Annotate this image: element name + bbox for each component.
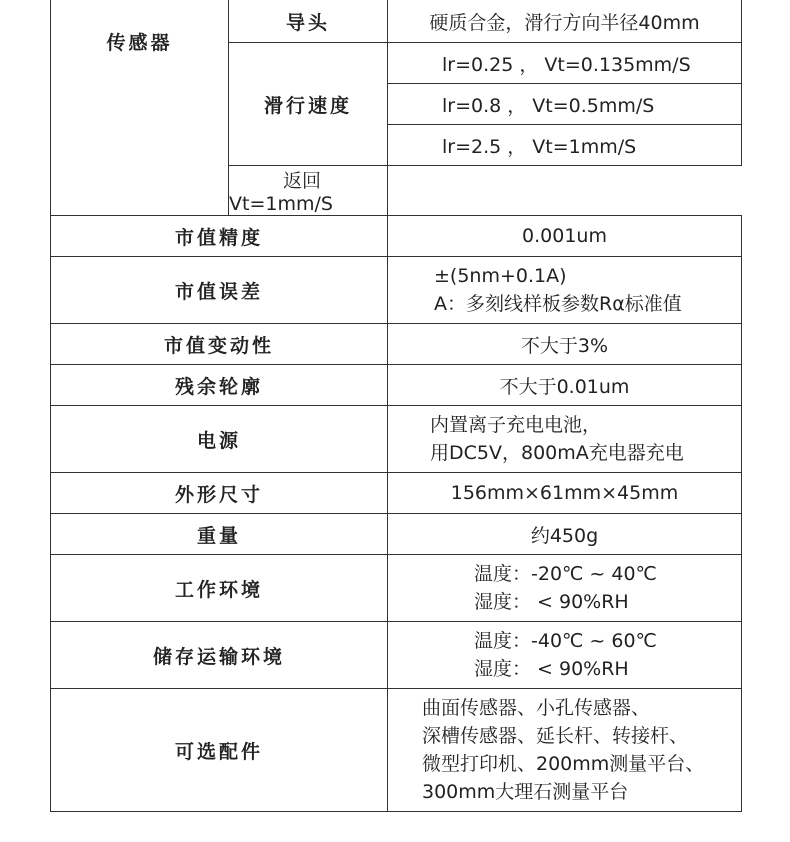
power-value [388, 406, 742, 473]
speed-value: lr=0.8 ， Vt=0.5mm/S [388, 84, 742, 125]
probe-label: 导头 [229, 0, 388, 43]
error-value [388, 257, 742, 324]
error-label: 市值误差 [51, 257, 388, 324]
error-line-1: ±(5nm+0.1A) [434, 265, 567, 287]
size-label: 外形尺寸 [51, 473, 388, 514]
residual-value: 不大于0.01um [388, 365, 742, 406]
power-line-2: 用DC5V，800mA充电器充电 [430, 442, 684, 464]
work-env-humidity: 湿度： < 90%RH [474, 591, 629, 613]
accessory-line: 微型打印机、200mm测量平台、 [422, 753, 705, 775]
weight-value: 约450g [388, 514, 742, 555]
accessory-line: 深槽传感器、延长杆、转接杆、 [422, 725, 689, 747]
speed-label: 滑行速度 [229, 43, 388, 166]
spec-table [50, 0, 742, 812]
storage-env-temp: 温度：-40℃ ~ 60℃ [474, 630, 657, 652]
sensor-label: 传感器 [51, 0, 229, 216]
work-env-value [388, 555, 742, 622]
residual-label: 残余轮廓 [51, 365, 388, 406]
weight-label: 重量 [51, 514, 388, 555]
speed-value: lr=2.5 ， Vt=1mm/S [388, 125, 742, 166]
work-env-temp: 温度：-20℃ ~ 40℃ [474, 563, 657, 585]
variability-value: 不大于3% [388, 324, 742, 365]
accessory-line: 曲面传感器、小孔传感器、 [422, 697, 651, 719]
accuracy-value: 0.001um [388, 216, 742, 257]
storage-env-label: 储存运输环境 [51, 622, 388, 689]
work-env-label: 工作环境 [51, 555, 388, 622]
accessory-line: 300mm大理石测量平台 [422, 781, 629, 803]
accessories-label: 可选配件 [51, 689, 388, 812]
error-line-2: A：多刻线样板参数Rα标准值 [434, 293, 682, 315]
storage-env-humidity: 湿度： < 90%RH [474, 658, 629, 680]
variability-label: 市值变动性 [51, 324, 388, 365]
power-label: 电源 [51, 406, 388, 473]
return-cell [229, 166, 388, 216]
probe-value: 硬质合金，滑行方向半径40mm [388, 0, 742, 43]
storage-env-value [388, 622, 742, 689]
return-label: 返回 [283, 170, 322, 192]
accessories-value [388, 689, 742, 812]
return-value: Vt=1mm/S [229, 193, 333, 215]
accuracy-label: 市值精度 [51, 216, 388, 257]
power-line-1: 内置离子充电电池， [430, 414, 602, 436]
speed-value: lr=0.25 ， Vt=0.135mm/S [388, 43, 742, 84]
size-value: 156mm×61mm×45mm [388, 473, 742, 514]
